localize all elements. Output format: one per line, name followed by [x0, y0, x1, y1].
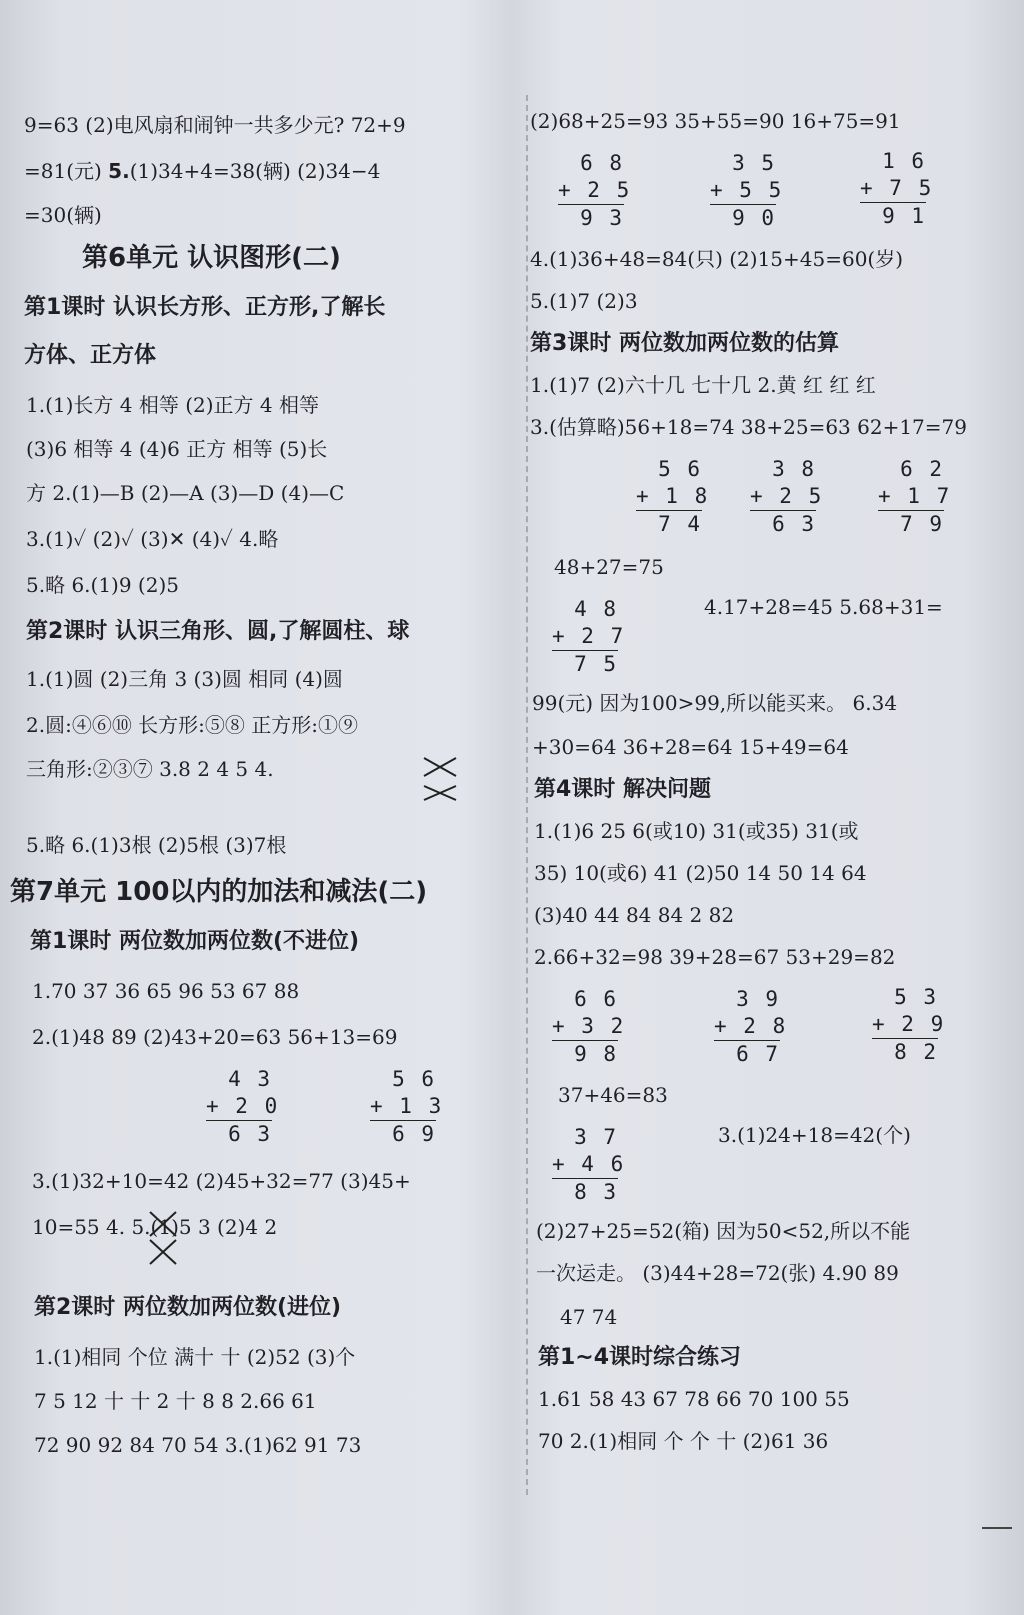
vertical-addition: 5 6 + 1 8 7 4: [636, 457, 710, 536]
answer-line: 5.略 6.(1)3根 (2)5根 (3)7根: [26, 833, 287, 857]
lesson-heading: 第3课时 两位数加两位数的估算: [530, 331, 839, 356]
vertical-addition: 6 2 + 1 7 7 9: [878, 457, 952, 536]
vertical-addition: 3 9 + 2 8 6 7: [714, 987, 788, 1066]
answer-line: 1.61 58 43 67 78 66 70 100 55: [538, 1387, 850, 1411]
answer-line: (2)68+25=93 35+55=90 16+75=91: [530, 109, 901, 133]
answer-line: 1.(1)长方 4 相等 (2)正方 4 相等: [26, 393, 319, 417]
vertical-addition: 3 5 + 5 5 9 0: [710, 151, 784, 230]
answer-line: 1.(1)7 (2)六十几 七十几 2.黄 红 红 红: [530, 373, 876, 397]
answer-line: 1.70 37 36 65 96 53 67 88: [32, 979, 300, 1003]
text-line: =81(元) 5.(1)34+4=38(辆) (2)34−4: [24, 159, 381, 183]
answer-line: 47 74: [560, 1305, 618, 1329]
lesson-heading: 方体、正方体: [24, 343, 157, 368]
matching-lines-icon: [146, 1206, 180, 1268]
answer-line: 2.66+32=98 39+28=67 53+29=82: [534, 945, 896, 969]
vertical-addition: 3 7 + 4 6 8 3: [552, 1125, 626, 1204]
lesson-heading: 第2课时 两位数加两位数(进位): [34, 1295, 342, 1320]
answer-line: 48+27=75: [554, 555, 664, 579]
matching-lines-icon: [420, 752, 460, 802]
lesson-heading: 第1课时 认识长方形、正方形,了解长: [24, 295, 386, 320]
answer-line: 1.(1)圆 (2)三角 3 (3)圆 相同 (4)圆: [26, 667, 343, 691]
vertical-addition: 4 3 + 2 0 6 3: [206, 1067, 280, 1146]
answer-line: (3)6 相等 4 (4)6 正方 相等 (5)长: [26, 437, 328, 461]
answer-line: 5.(1)7 (2)3: [530, 289, 638, 313]
answer-line: 4.(1)36+48=84(只) (2)15+45=60(岁): [530, 247, 904, 271]
answer-line: +30=64 36+28=64 15+49=64: [532, 735, 849, 759]
text-line: =30(辆): [24, 203, 102, 227]
column-divider: [526, 95, 528, 1495]
answer-line: 2.圆:④⑥⑩ 长方形:⑤⑧ 正方形:①⑨: [26, 713, 359, 737]
answer-line: 一次运走。 (3)44+28=72(张) 4.90 89: [536, 1261, 899, 1285]
text-line: 9=63 (2)电风扇和闹钟一共多少元? 72+9: [24, 113, 406, 137]
lesson-heading: 第1~4课时综合练习: [538, 1345, 742, 1370]
vertical-addition: 1 6 + 7 5 9 1: [860, 149, 934, 228]
answer-line: 三角形:②③⑦ 3.8 2 4 5 4.: [26, 757, 274, 781]
answer-line: 4.17+28=45 5.68+31=: [704, 595, 943, 619]
vertical-addition: 4 8 + 2 7 7 5: [552, 597, 626, 676]
unit-heading: 第6单元 认识图形(二): [82, 243, 341, 273]
answer-line: 7 5 12 十 十 2 十 8 8 2.66 61: [34, 1389, 317, 1413]
answer-line: 72 90 92 84 70 54 3.(1)62 91 73: [34, 1433, 362, 1457]
vertical-addition: 6 8 + 2 5 9 3: [558, 151, 632, 230]
vertical-addition: 5 3 + 2 9 8 2: [872, 985, 946, 1064]
lesson-heading: 第2课时 认识三角形、圆,了解圆柱、球: [26, 619, 410, 644]
vertical-addition: 5 6 + 1 3 6 9: [370, 1067, 444, 1146]
answer-line: 方 2.(1)—B (2)—A (3)—D (4)—C: [26, 481, 345, 505]
page-number-dash: [982, 1527, 1012, 1529]
answer-line: 1.(1)相同 个位 满十 十 (2)52 (3)个: [34, 1345, 356, 1369]
answer-line: (2)27+25=52(箱) 因为50<52,所以不能: [536, 1219, 911, 1243]
lesson-heading: 第4课时 解决问题: [534, 777, 711, 802]
answer-line: 70 2.(1)相同 个 个 十 (2)61 36: [538, 1429, 829, 1453]
vertical-addition: 3 8 + 2 5 6 3: [750, 457, 824, 536]
answer-line: 35) 10(或6) 41 (2)50 14 50 14 64: [534, 861, 867, 885]
vertical-addition: 6 6 + 3 2 9 8: [552, 987, 626, 1066]
answer-line: (3)40 44 84 84 2 82: [534, 903, 735, 927]
unit-heading: 第7单元 100以内的加法和减法(二): [10, 877, 428, 907]
answer-line: 3.(估算略)56+18=74 38+25=63 62+17=79: [530, 415, 967, 439]
answer-line: 3.(1)32+10=42 (2)45+32=77 (3)45+: [32, 1169, 411, 1193]
answer-line: 99(元) 因为100>99,所以能买来。 6.34: [532, 691, 898, 715]
answer-line: 2.(1)48 89 (2)43+20=63 56+13=69: [32, 1025, 398, 1049]
answer-line: 37+46=83: [558, 1083, 668, 1107]
lesson-heading: 第1课时 两位数加两位数(不进位): [30, 929, 360, 954]
answer-line: 5.略 6.(1)9 (2)5: [26, 573, 179, 597]
answer-line: 3.(1)✓ (2)✓ (3)✕ (4)✓ 4.略: [26, 527, 279, 551]
answer-line: 1.(1)6 25 6(或10) 31(或35) 31(或: [534, 819, 859, 843]
answer-line: 3.(1)24+18=42(个): [718, 1123, 911, 1147]
answer-line: 10=55 4. 5.(1)5 3 (2)4 2: [32, 1215, 278, 1239]
